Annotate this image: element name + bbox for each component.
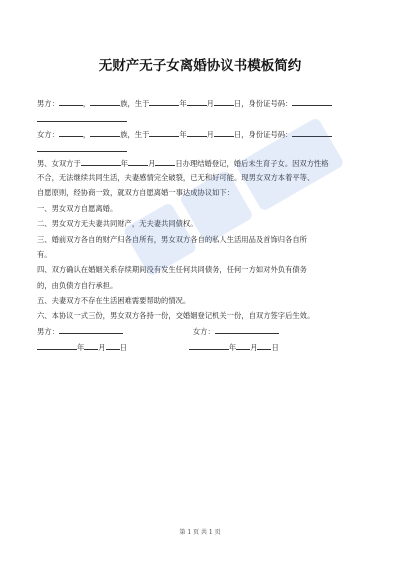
male-signature-blank: [59, 326, 123, 334]
clause-3-line-1: 三、婚前双方各自的财产归各自所有，男女双方各自的私人生活用品及首饰归各自所: [37, 235, 307, 244]
male-id-blank: [292, 98, 332, 106]
signature-date-line: 年 月 日 年 月 日: [37, 342, 367, 353]
female-signature-blank: [215, 326, 279, 334]
clause-2: 二、男女双方无夫妻共同财产，无夫妻共同债权。: [37, 219, 198, 228]
intro-line-1: 男、女双方于 年 月 日办理结婚登记，婚后未生育子女。因双方性格: [37, 159, 329, 168]
female-name-blank: [59, 129, 83, 137]
clause-3-line-2: 有。: [37, 250, 52, 259]
male-name-blank: [59, 98, 83, 106]
signature-line: 男方： 女方：: [37, 326, 367, 337]
female-info-line: 女方： ， 族，生于 年 月 日，身份证号码：: [37, 129, 367, 140]
clause-6: 六、本协议一式三份，男女双方各持一份，交婚姻登记机关一份，自双方签字后生效。: [37, 311, 315, 320]
intro-line-3: 自愿原则，经协商一致，就双方自愿离婚一事达成协议如下：: [37, 188, 235, 197]
female-id-blank: [292, 129, 332, 137]
page-footer: 第 1 页 共 1 页: [179, 529, 221, 536]
female-id-continuation: [37, 144, 367, 155]
intro-line-2: 不合，无法继续共同生活，夫妻感情完全破裂，已无和好可能。现男女双方本着平等、: [37, 173, 315, 182]
clause-4-line-1: 四、双方确认在婚姻关系存续期间没有发生任何共同债务，任何一方如对外负有债务: [37, 265, 307, 274]
male-id-continuation: [37, 114, 367, 125]
clause-1: 一、男女双方自愿离婚。: [37, 204, 118, 213]
clause-5: 五、夫妻双方不存在生活困难需要帮助的情况。: [37, 296, 191, 305]
document-title: 无财产无子女离婚协议书模板简约: [98, 58, 302, 74]
male-info-line: 男方： ， 族，生于 年 月 日，身份证号码：: [37, 98, 367, 109]
clause-4-line-2: 的，由负债方自行承担。: [37, 281, 118, 290]
female-ethnicity-blank: [90, 129, 120, 137]
male-ethnicity-blank: [90, 98, 120, 106]
